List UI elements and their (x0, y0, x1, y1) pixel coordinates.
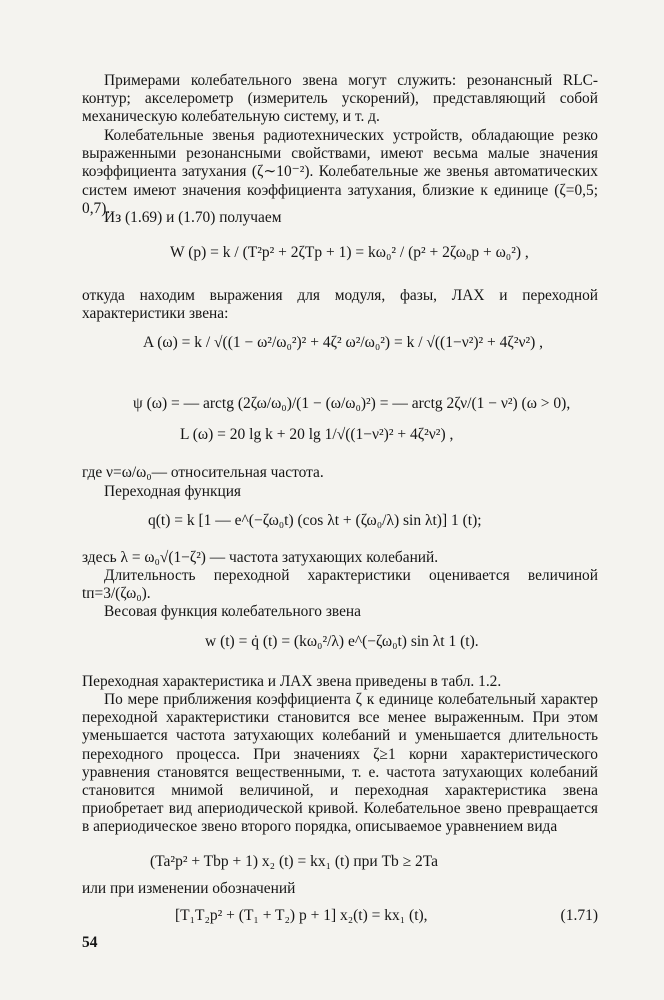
paragraph-5: где ν=ω/ω₀— относительная частота. (82, 464, 324, 481)
paragraph-9: Весовая функция колебательного звена (104, 603, 362, 620)
formula-second-order-alt: [T₁T₂p² + (T₁ + T₂) p + 1] x₂(t) = kx₁ (t), (175, 907, 428, 924)
formula-amplitude: A (ω) = k / √((1 − ω²/ω₀²)² + 4ζ² ω²/ω₀²) = k / √((1−ν²)² + 4ζ²ν²) , (143, 334, 544, 351)
paragraph-3: Из (1.69) и (1.70) получаем (104, 209, 282, 226)
paragraph-6: Переходная функция (104, 483, 242, 500)
paragraph-10: Переходная характеристика и ЛАХ звена приведены в табл. 1.2. (82, 673, 502, 690)
page-number: 54 (82, 934, 98, 951)
formula-weight-function: w (t) = q̇ (t) = (kω₀²/λ) e^(−ζω₀t) sin λt 1 (t). (205, 633, 479, 650)
paragraph-12: или при изменении обозначений (82, 880, 296, 897)
equation-number: (1.71) (560, 907, 598, 924)
paragraph-4: откуда находим выражения для модуля, фазы, ЛАХ и переходной характеристики звена: (82, 287, 598, 323)
formula-transfer-function: W (p) = k / (T²p² + 2ζTp + 1) = kω₀² / (p² + 2ζω₀p + ω₀²) , (170, 244, 529, 261)
formula-phase: ψ (ω) = — arctg (2ζω/ω₀)/(1 − (ω/ω₀)²) = — arctg 2ζν/(1 − ν²) (ω > 0), (133, 395, 571, 412)
paragraph-8: Длительность переходной характеристики оценивается величиной tп=3/(ζω₀). (82, 567, 598, 603)
paragraph-7: здесь λ = ω₀√(1−ζ²) — частота затухающих колебаний. (82, 549, 439, 566)
formula-step-response: q(t) = k [1 — e^(−ζω₀t) (cos λt + (ζω₀/λ) sin λt)] 1 (t); (148, 512, 482, 529)
formula-lax: L (ω) = 20 lg k + 20 lg 1/√((1−ν²)² + 4ζ²ν²) , (180, 426, 454, 443)
paragraph-2: Колебательные звенья радиотехнических устройств, обладающие резко выраженными резонансными свойствами, имеют весьма малые значения коэффициента затухания (ζ∼10⁻²). Колебательные же звенья автоматических систем имеют значения коэффициента затухания, близкие к единице (ζ=0,5; 0,7). (82, 127, 598, 217)
paragraph-1: Примерами колебательного звена могут служить: резонансный RLC-контур; акселерометр (измеритель ускорений), представляющий собой механическую колебательную систему, и т. д. (82, 72, 598, 126)
formula-second-order: (Ta²p² + Tbp + 1) x₂ (t) = kx₁ (t) при Tb ≥ 2Ta (150, 853, 439, 870)
paragraph-11: По мере приближения коэффициента ζ к единице колебательный характер переходной характеристики становится все менее выраженным. При этом уменьшается частота затухающих колебаний и уменьшается длительность переходного процесса. При значениях ζ≥1 корни характеристического уравнения становятся вещественными, т. е. частота затухающих колебаний становится мнимой величиной, и переходная характеристика звена приобретает вид апериодической кривой. Колебательное звено превращается в апериодическое звено второго порядка, описываемое уравнением вида (82, 691, 598, 836)
